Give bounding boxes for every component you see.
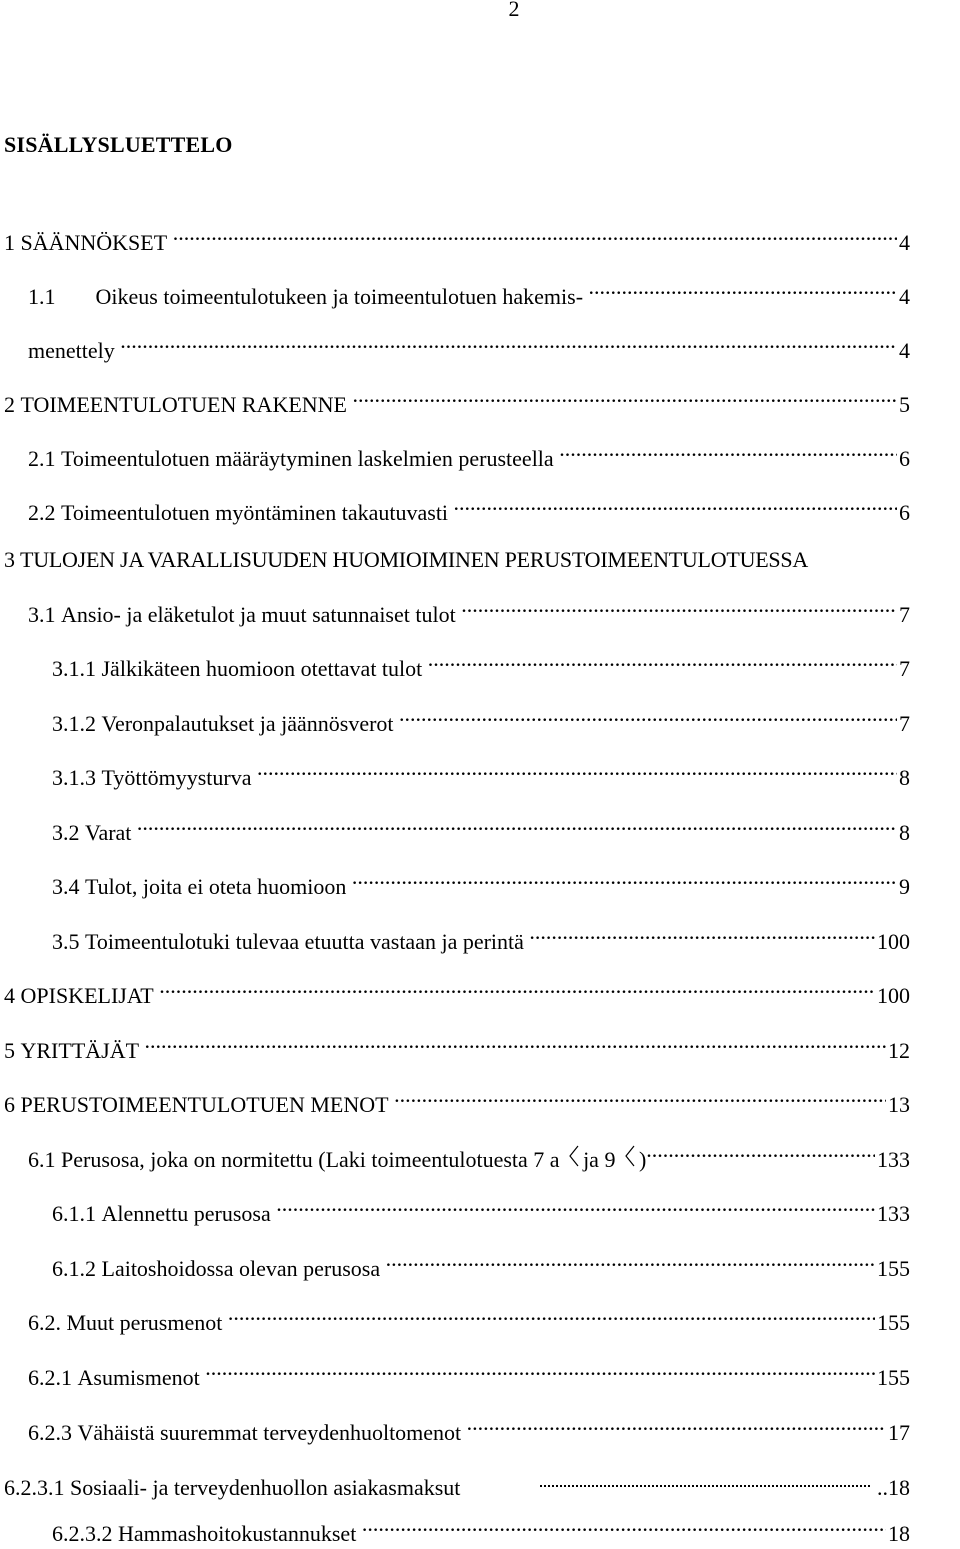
toc-entry-label [28,600,461,630]
toc-entry-number: 2.2 [28,500,56,525]
toc-entry-number: 6.2.3.2 [52,1521,113,1546]
toc-entry-number: 3.4 [52,874,80,899]
toc-entry-page: 133 [877,1201,910,1226]
toc-entry-number: 6.2.3.1 [4,1475,65,1500]
toc-entry-page: 155 [877,1365,910,1390]
toc-entry-text: Varat [85,820,132,845]
toc-entry[interactable] [52,755,910,790]
toc-entry-label [4,1473,466,1503]
toc-entry-number: 6.2.3 [28,1420,72,1445]
toc-entry-label [52,872,352,902]
toc-entry-page: 18 [888,1521,910,1546]
dot-leader [353,382,898,412]
toc-entry-number: 3.5 [52,929,80,954]
toc-entry-page: 4 [899,284,910,309]
dot-leader [386,1246,875,1276]
toc-entry-text: Laitoshoidossa olevan perusosa [101,1256,381,1281]
toc-entry-text: Veronpalautukset ja jäännösverot [101,711,394,736]
toc-entry-text: Muut perusmenot [66,1310,223,1335]
toc-entry-label [4,1090,394,1120]
toc-entry-number: 6.1.2 [52,1256,96,1281]
dot-leader [399,701,897,731]
toc-entry-label [4,981,159,1011]
section-symbol-icon [625,1145,635,1167]
toc-entry-text: Toimeentulotuen määräytyminen laskelmien perusteella [61,446,554,471]
page-number: 2 [508,0,520,21]
dot-leader [529,919,875,949]
dot-leader [205,1355,875,1385]
toc-entry-page: 17 [888,1420,910,1445]
toc-entry-label [4,545,808,575]
toc-entry-text: TOIMEENTULOTUEN RAKENNE [20,392,347,417]
toc-entry-text: Perusosa, joka on normitettu (Laki toimeentulotuesta 7 a [61,1147,560,1172]
toc-entry-text: SÄÄNNÖKSET [20,230,168,255]
toc-entry-text: Sosiaali- ja terveydenhuollon asiakasmaksut [70,1475,461,1500]
toc-entry-text: Työttömyysturva [101,765,252,790]
toc-entry-label [28,1418,467,1448]
toc-entry-text: TULOJEN JA VARALLISUUDEN HUOMIOIMINEN PERUSTOIMEENTULOTUESSA [20,547,808,572]
toc-title: SISÄLLYSLUETTELO [4,132,233,157]
toc-entry[interactable] [28,328,910,363]
toc-entry-label [52,1199,276,1229]
toc-entry[interactable] [4,545,958,575]
toc-entry-page: 12 [888,1038,910,1063]
toc-entry-label [52,1254,386,1284]
toc-entry-number: 6.2.1 [28,1365,72,1390]
toc-entry-label [28,282,589,312]
toc-entry-number: 4 [4,983,15,1008]
dot-leader [159,973,875,1003]
toc-entry-number: 3.2 [52,820,80,845]
toc-entry-page: 100 [877,983,910,1008]
toc-entry-number: 6.2. [28,1310,61,1335]
toc-entry-page: 133 [877,1147,910,1172]
toc-entry[interactable] [4,382,910,417]
toc-entry-label [4,390,353,420]
toc-entry-page: 6 [899,500,910,525]
dot-leader [257,755,897,785]
toc-entry[interactable] [28,1137,910,1172]
toc-entry-text: OPISKELIJAT [20,983,154,1008]
dot-leader [428,646,897,676]
toc-entry[interactable] [28,1410,910,1445]
toc-entry-number: 6 [4,1092,15,1117]
toc-entry-page: ..18 [877,1475,910,1500]
toc-entry[interactable] [4,1082,910,1117]
toc-entry[interactable] [52,810,910,845]
toc-entry-number: 6.1 [28,1147,56,1172]
dot-leader [352,864,897,894]
toc-entry-number: 3 [4,547,15,572]
toc-entry-page: 100 [877,929,910,954]
toc-entry-text-c: ) [638,1147,647,1172]
toc-entry-label [52,1519,362,1549]
toc-entry-page: 8 [899,765,910,790]
toc-entry-text-b: ja 9 [583,1147,616,1172]
toc-entry-label [28,1145,646,1175]
toc-entry[interactable] [28,1355,910,1390]
toc-entry-label [28,444,559,474]
toc-entry-number: 3.1 [28,602,56,627]
toc-entry-label [52,927,529,957]
toc-entry-label [28,1363,205,1393]
toc-entry-number: 1 [4,230,15,255]
toc-entry-label [52,818,137,848]
dot-leader [454,490,897,520]
toc-entry-page: 155 [877,1310,910,1335]
toc-entry-page: 7 [899,711,910,736]
toc-entry-text: Tulot, joita ei oteta huomioon [85,874,347,899]
toc-entry[interactable] [4,220,910,255]
toc-entry-text: YRITTÄJÄT [20,1038,140,1063]
toc-entry-label [4,1036,145,1066]
toc-entry-label [52,763,257,793]
toc-entry[interactable] [52,919,910,954]
dot-leader [120,328,897,358]
toc-entry[interactable] [28,274,910,309]
toc-entry-number: 1.1 [28,284,56,309]
dot-leader [228,1300,875,1330]
toc-entry-text: Ansio- ja eläketulot ja muut satunnaiset tulot [61,602,456,627]
toc-entry[interactable] [28,436,910,471]
toc-entry-text: Oikeus toimeentulotukeen ja toimeentulotuen hakemis- [95,284,584,309]
toc-entry-page: 7 [899,602,910,627]
toc-entry[interactable] [28,1300,910,1335]
toc-entry-label [28,498,454,528]
dot-leader [589,274,897,304]
toc-entry-page: 9 [899,874,910,899]
toc-entry-page: 4 [899,338,910,363]
toc-entry-page: 13 [888,1092,910,1117]
toc-entry-number: 3.1.1 [52,656,96,681]
toc-entry[interactable] [52,646,910,681]
dot-leader [646,1137,875,1167]
dot-leader [559,436,897,466]
toc-entry-label [52,654,428,684]
toc-entry-text: Hammashoitokustannukset [118,1521,357,1546]
toc-entry[interactable] [52,864,910,899]
dot-leader [394,1082,886,1112]
toc-entry[interactable] [28,490,910,525]
dot-leader [173,220,897,250]
toc-entry-page: 6 [899,446,910,471]
toc-entry-text: Vähäistä suuremmat terveydenhuoltomenot [77,1420,462,1445]
toc-entry[interactable] [28,592,910,627]
dot-leader [467,1410,886,1440]
toc-entry-label [28,1308,228,1338]
toc-entry-label [52,709,399,739]
dot-leader [362,1511,886,1541]
dotted-leader-line [540,1465,870,1495]
toc-entry-text: PERUSTOIMEENTULOTUEN MENOT [20,1092,389,1117]
toc-entry-text: Toimeentulotuki tulevaa etuutta vastaan ja perintä [85,929,524,954]
toc-entry[interactable] [52,701,910,736]
toc-entry-page: 5 [899,392,910,417]
dot-leader [145,1028,886,1058]
toc-entry[interactable] [4,1028,910,1063]
toc-entry[interactable] [52,1191,910,1226]
dot-leader [137,810,897,840]
toc-entry-page: 7 [899,656,910,681]
toc-entry-page: 155 [877,1256,910,1281]
toc-entry[interactable] [52,1246,910,1281]
toc-entry-number: 6.1.1 [52,1201,96,1226]
toc-entry-number: 2.1 [28,446,56,471]
toc-entry[interactable] [52,1511,910,1546]
toc-entry[interactable] [4,973,910,1008]
toc-entry-text: Toimeentulotuen myöntäminen takautuvasti [61,500,449,525]
toc-entry-page: 8 [899,820,910,845]
toc-entry-number: 5 [4,1038,15,1063]
toc-entry-number: 3.1.2 [52,711,96,736]
dot-leader [276,1191,875,1221]
dot-leader [461,592,897,622]
toc-entry-number: 3.1.3 [52,765,96,790]
toc-entry-text: Asumismenot [77,1365,200,1390]
toc-entry-text: Alennettu perusosa [101,1201,271,1226]
section-symbol-icon [569,1145,579,1167]
toc-entry-text: menettely [28,338,115,363]
toc-entry-number: 2 [4,392,15,417]
toc-entry-label [4,228,173,258]
toc-entry-label [28,336,120,366]
toc-entry-page: 4 [899,230,910,255]
toc-entry-text: Jälkikäteen huomioon otettavat tulot [101,656,423,681]
